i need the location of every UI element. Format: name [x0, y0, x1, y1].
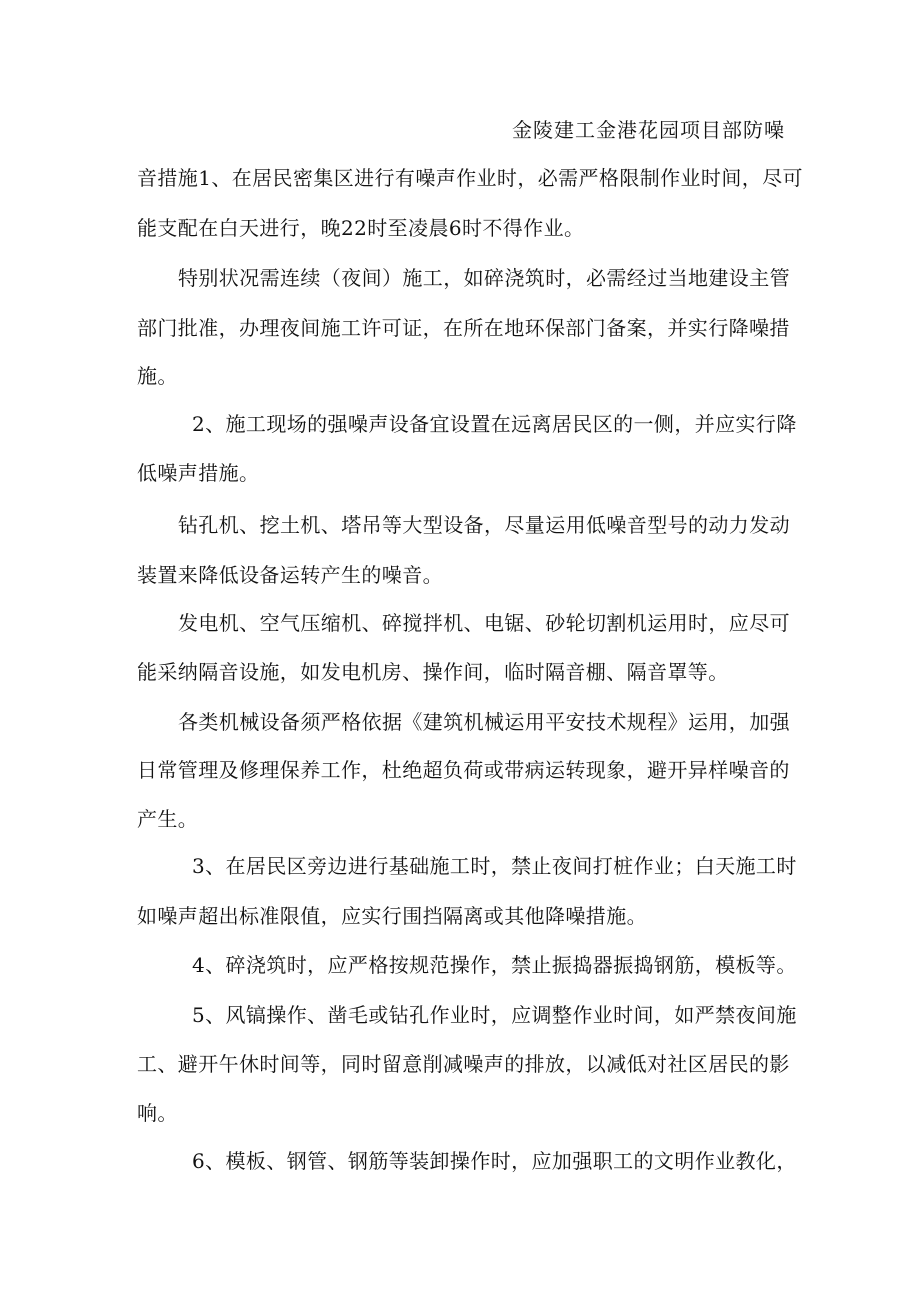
paragraph-line: 工、避开午休时间等，同时留意削减噪声的排放，以减低对社区居民的影 [137, 1052, 790, 1076]
paragraph-line: 音措施1、在居民密集区进行有噪声作业时，必需严格限制作业时间，尽可 [137, 166, 803, 190]
paragraph-line: 3、在居民区旁边进行基础施工时，禁止夜间打桩作业；白天施工时 [192, 854, 797, 878]
paragraph-line: 低噪声措施。 [137, 461, 260, 485]
paragraph-line: 能支配在白天进行，晚22时至凌晨6时不得作业。 [137, 216, 585, 240]
paragraph-line: 日常管理及修理保养工作，杜绝超负荷或带病运转现象，避开异样噪音的 [137, 758, 790, 782]
paragraph-line: 6、模板、钢管、钢筋等装卸操作时，应加强职工的文明作业教化， [192, 1149, 797, 1173]
paragraph-line: 响。 [137, 1101, 178, 1125]
paragraph-line: 2、施工现场的强噪声设备宜设置在远离居民区的一侧，并应实行降 [192, 412, 797, 436]
paragraph-line: 5、风镐操作、凿毛或钻孔作业时，应调整作业时间，如严禁夜间施 [192, 1003, 797, 1027]
paragraph-line: 装置来降低设备运转产生的噪音。 [137, 563, 443, 587]
paragraph-line: 产生。 [137, 807, 199, 831]
paragraph-line: 4、碎浇筑时，应严格按规范操作，禁止振捣器振捣钢筋，模板等。 [192, 953, 797, 977]
paragraph-line: 钻孔机、挖土机、塔吊等大型设备，尽量运用低噪音型号的动力发动 [178, 513, 790, 537]
paragraph-line: 特别状况需连续（夜间）施工，如碎浇筑时，必需经过当地建设主管 [178, 266, 790, 290]
paragraph-line: 施。 [137, 364, 178, 388]
paragraph-line: 各类机械设备须严格依据《建筑机械运用平安技术规程》运用，加强 [178, 710, 790, 734]
paragraph-line: 如噪声超出标准限值，应实行围挡隔离或其他降噪措施。 [137, 904, 647, 928]
paragraph-line: 能采纳隔音设施，如发电机房、操作间，临时隔音棚、隔音罩等。 [137, 660, 729, 684]
document-title-line: 金陵建工金港花园项目部防噪 [512, 118, 785, 142]
paragraph-line: 部门批准，办理夜间施工许可证，在所在地环保部门备案，并实行降噪措 [137, 316, 790, 340]
paragraph-line: 发电机、空气压缩机、碎搅拌机、电锯、砂轮切割机运用时，应尽可 [178, 611, 790, 635]
